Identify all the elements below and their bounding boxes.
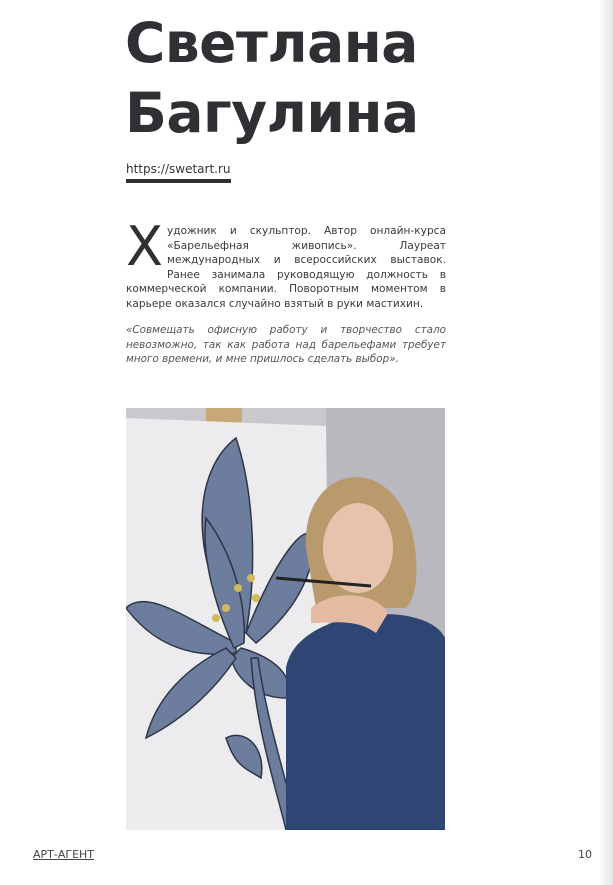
drop-cap: Х xyxy=(126,215,163,278)
artist-photo xyxy=(126,408,445,830)
page-title: Светлана Багулина xyxy=(125,11,419,145)
website-link[interactable]: https://swetart.ru xyxy=(126,162,231,183)
article-body: Художник и скульптор. Автор онлайн-курса «Барельефная живопись». Лауреат международных и всероссийских выставок. Ранее занимала руководящую должность в коммерческой компании. Поворотным моментом в карьере оказался случайно взятый в руки мастихин. xyxy=(126,215,446,310)
page-edge-shadow xyxy=(599,0,613,885)
footer-brand-link[interactable]: АРТ-АГЕНТ xyxy=(33,848,95,861)
page-number: 10 xyxy=(578,848,592,861)
article-quote: «Совмещать офисную работу и творчество стало невозможно, так как работа над барельефами требует много времени, и мне пришлось сделать выбор». xyxy=(126,324,446,366)
